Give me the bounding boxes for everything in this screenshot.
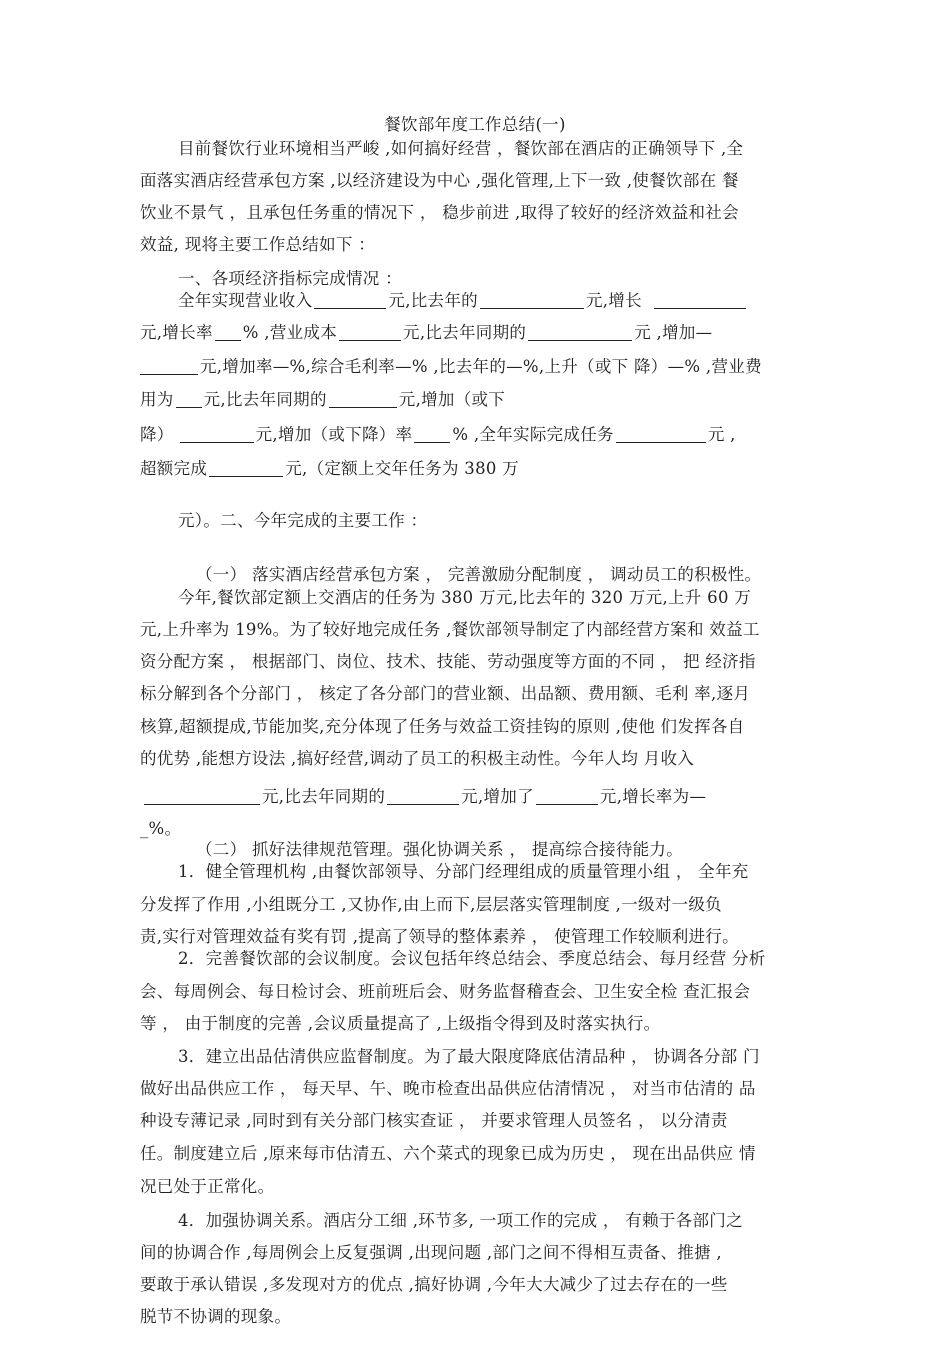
body-line: 况已处于正常化。: [140, 1177, 275, 1196]
blank-field: [528, 323, 632, 341]
income-line: _%。: [140, 819, 182, 838]
blank-field: [209, 459, 283, 477]
body-line: 资分配方案 ， 根据部门、岗位、技术、技能、劳动强度等方面的不同 ， 把 经济指: [140, 652, 756, 671]
body-line: 种设专薄记录 ,同时到有关分部门核实查证 ， 并要求管理人员签名 ， 以分清责: [140, 1111, 728, 1130]
blank-field: [215, 323, 241, 341]
blank-field: [180, 425, 254, 443]
body-line: 3．建立出品估清供应监督制度。为了最大限度降底估清品种 ， 协调各分部 门: [178, 1047, 760, 1066]
intro-line: 面落实酒店经营承包方案 ,以经济建设为中心 ,强化管理,上下一致 ,使餐饮部在 餐: [140, 171, 739, 190]
body-line: 间的协调合作 ,每周例会上反复强调 ,出现问题 ,部门之间不得相互责备、推搪 ,: [140, 1243, 722, 1262]
blank-field: [414, 425, 450, 443]
body-line: 标分解到各个分部门 ， 核定了各分部门的营业额、出品额、费用额、毛利 率,逐月: [140, 684, 751, 703]
blank-field: [144, 787, 260, 805]
body-line: 做好出品供应工作 ， 每天早、午、晚市检查出品供应估清情况 ， 对当市估清的 品: [140, 1079, 756, 1098]
section-heading: 元）。二、今年完成的主要工作 ：: [178, 511, 428, 530]
body-line: 元,上升率为 19%。为了较好地完成任务 ,餐饮部领导制定了内部经营方案和 效益工: [140, 620, 760, 639]
blank-field: [387, 787, 459, 805]
intro-line: 目前餐饮行业环境相当严峻 ,如何搞好经营 ，餐饮部在酒店的正确领导下 ,全: [178, 139, 744, 158]
body-line: 核算,超额提成,节能加奖,充分体现了任务与效益工资挂钩的原则 ,使他 们发挥各自: [140, 717, 745, 736]
income-line: 元,比去年同期的 元,增加了 元,增长率为—: [144, 786, 706, 808]
blank-field: [616, 425, 706, 443]
body-line: 责,实行对管理效益有奖有罚 ,提高了领导的整体素养 ， 使管理工作较顺利进行。: [140, 927, 739, 946]
body-line: 的优势 ,能想方设法 ,搞好经营,调动了员工的积极主动性。今年人均 月收入: [140, 749, 695, 768]
body-line: 2．完善餐饮部的会议制度。会议包括年终总结会、季度总结会、每月经营 分析: [178, 949, 766, 968]
blank-field: [329, 390, 397, 408]
subsection-heading: （一） 落实酒店经营承包方案 ， 完善激励分配制度 ， 调动员工的积极性。: [196, 565, 762, 584]
blank-field: [140, 357, 198, 375]
blank-field: [536, 787, 598, 805]
section-heading: 一、各项经济指标完成情况 ：: [178, 269, 402, 288]
indicator-line: 全年实现营业收入 元,比去年的 元,增长: [178, 290, 748, 312]
indicator-line: 元,增加率—%,综合毛利率—% ,比去年的—%,上升（或下 降）—% ,营业费: [140, 356, 762, 378]
body-line: 分发挥了作用 ,小组既分工 ,又协作,由上而下,层层落实管理制度 ,一级对一级负: [140, 895, 722, 914]
blank-field: [480, 291, 584, 309]
subsection-heading: （二） 抓好法律规范管理。强化协调关系 ， 提高综合接待能力。: [196, 840, 684, 859]
body-line: 1．健全管理机构 ,由餐饮部领导、分部门经理组成的质量管理小组 ， 全年充: [178, 862, 749, 881]
indicator-line: 用为 元,比去年同期的 元,增加（或下: [140, 390, 506, 409]
body-line: 等 ， 由于制度的完善 ,会议质量提高了 ,上级指令得到及时落实执行。: [140, 1014, 661, 1033]
body-line: 4．加强协调关系。酒店分工细 ,环节多, 一项工作的完成 ， 有赖于各部门之: [178, 1211, 743, 1230]
body-line: 任。制度建立后 ,原来每市估清五、六个菜式的现象已成为历史 ， 现在出品供应 情: [140, 1144, 756, 1163]
blank-field: [339, 323, 401, 341]
body-line: 会、每周例会、每日检讨会、班前班后会、财务监督稽查会、卫生安全检 查汇报会: [140, 982, 751, 1001]
indicator-line: 元,增长率 % ,营业成本 元,比去年同期的 元 ,增加—: [140, 323, 713, 342]
body-line: 今年,餐饮部定额上交酒店的任务为 380 万元,比去年的 320 万元,上升 60 万: [178, 588, 752, 607]
body-line: 脱节不协调的现象。: [140, 1307, 292, 1326]
document-title: 餐饮部年度工作总结(一): [384, 115, 566, 134]
indicator-line: 超额完成 元,（定额上交年任务为 380 万: [140, 459, 520, 478]
blank-field: [314, 291, 386, 309]
blank-field: [654, 291, 746, 309]
intro-line: 效益, 现将主要工作总结如下 ：: [140, 235, 376, 254]
intro-line: 饮业不景气 ，且承包任务重的情况下 ， 稳步前进 ,取得了较好的经济效益和社会: [140, 203, 739, 222]
body-line: 要敢于承认错误 ,多发现对方的优点 ,搞好协调 ,今年大大减少了过去存在的一些: [140, 1275, 728, 1294]
blank-field: [176, 390, 202, 408]
indicator-line: 降） 元,增加（或下降）率 % ,全年实际完成任务 元 ,: [140, 425, 736, 444]
